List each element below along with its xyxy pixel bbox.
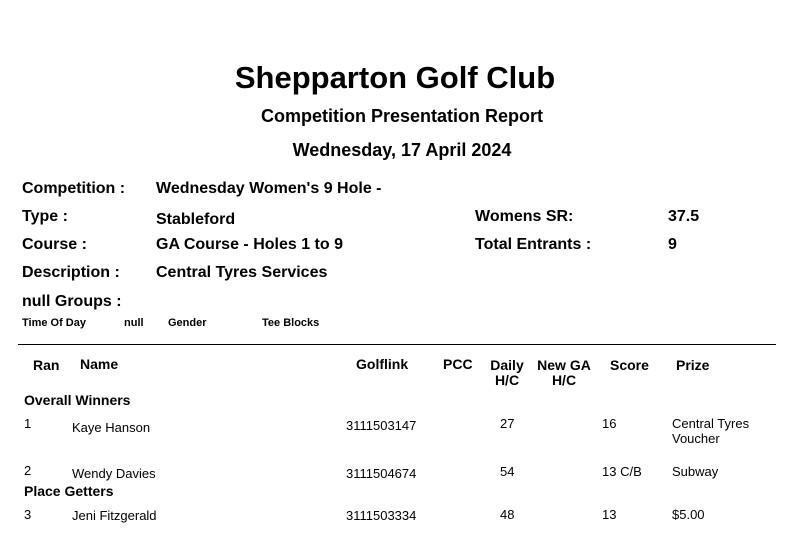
row-rank: 1 [24, 416, 32, 431]
section-title-place-getters: Place Getters [24, 483, 114, 499]
row-daily-hc: 48 [500, 507, 515, 522]
type-value: Stableford [156, 211, 236, 228]
col-header-daily-hc-line2: H/C [494, 372, 520, 388]
report-date: Wednesday, 17 April 2024 [292, 140, 512, 160]
col-header-score: Score [610, 357, 649, 373]
course-label: Course : [22, 236, 87, 253]
report-title: Competition Presentation Report [260, 106, 543, 126]
description-label: Description : [22, 264, 120, 281]
row-daily-hc: 27 [500, 416, 515, 431]
row-daily-hc: 54 [500, 464, 515, 479]
competition-label: Competition : [22, 180, 126, 197]
row-name: Jeni Fitzgerald [72, 508, 157, 523]
col-header-new-ga-hc-line2: H/C [551, 372, 577, 388]
groups-col-null: null [124, 317, 144, 329]
row-golflink: 3111503147 [346, 418, 417, 433]
col-header-daily-hc [487, 358, 527, 388]
col-header-rank: Ran [33, 357, 60, 373]
col-header-new-ga-hc-line1: New GA [537, 357, 591, 373]
description-value: Central Tyres Services [156, 264, 328, 281]
row-score: 13 [602, 507, 617, 522]
row-name: Wendy Davies [72, 466, 156, 481]
row-rank: 3 [24, 507, 32, 522]
row-golflink: 3111504674 [346, 466, 417, 481]
course-value: GA Course - Holes 1 to 9 [156, 236, 343, 253]
col-header-prize: Prize [676, 357, 710, 373]
row-name: Kaye Hanson [72, 420, 151, 435]
groups-col-gender: Gender [168, 317, 207, 329]
col-header-new-ga-hc [534, 358, 594, 388]
col-header-daily-hc-line1: Daily [490, 357, 524, 373]
type-label: Type : [22, 208, 68, 225]
row-score: 13 C/B [602, 464, 642, 479]
womens-sr-value: 37.5 [668, 208, 700, 225]
row-score: 16 [602, 416, 617, 431]
groups-col-time-of-day: Time Of Day [22, 317, 86, 329]
row-rank: 2 [24, 463, 32, 478]
competition-value: Wednesday Women's 9 Hole - [156, 180, 382, 197]
col-header-name: Name [80, 356, 119, 372]
total-entrants-value: 9 [668, 236, 677, 253]
section-title-overall-winners: Overall Winners [24, 392, 131, 408]
total-entrants-label: Total Entrants : [475, 236, 592, 253]
row-prize: Central Tyres Voucher [672, 416, 750, 446]
row-prize: Subway [672, 464, 719, 479]
report-club-name: Shepparton Golf Club [234, 60, 556, 95]
groups-label: null Groups : [22, 293, 122, 310]
groups-col-tee-blocks: Tee Blocks [262, 317, 320, 329]
col-header-golflink: Golflink [356, 356, 409, 372]
row-prize: $5.00 [672, 507, 705, 522]
header-divider [18, 344, 776, 345]
col-header-pcc: PCC [443, 356, 473, 372]
row-golflink: 3111503334 [346, 508, 417, 523]
womens-sr-label: Womens SR: [475, 208, 574, 225]
